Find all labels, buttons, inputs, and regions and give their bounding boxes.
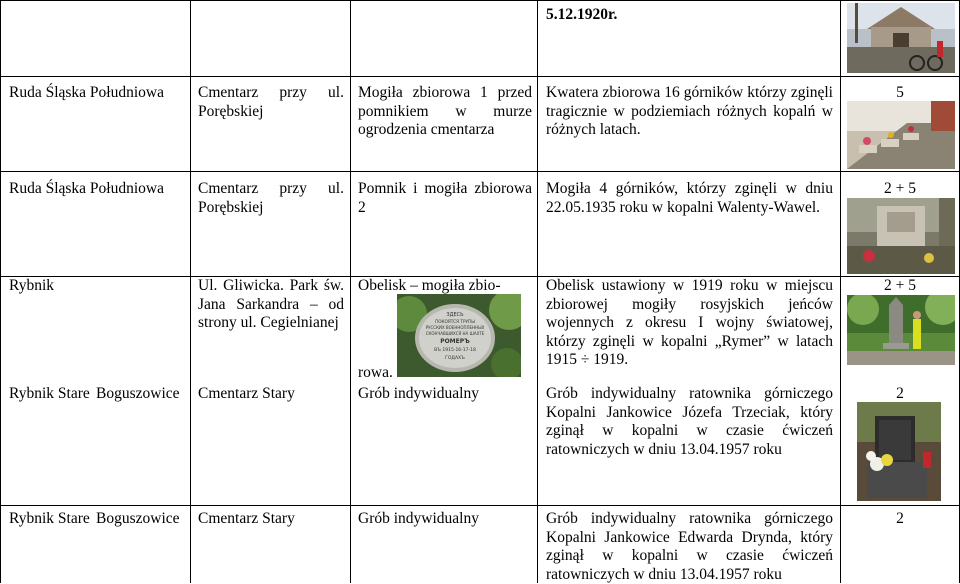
row3-town: Rybnik bbox=[9, 277, 55, 294]
plaque-line-5: РОМЕРЪ bbox=[440, 338, 470, 345]
row4-category: 2 bbox=[896, 385, 904, 402]
row3-description: Obelisk ustawiony w 1919 roku w miejscu zbiorowej mogiły rosyjskich jeńców wojennych z okresu I wojny światowej, którzy zginęli w kopalni „Rymer” w latach 1915 ÷ 1919. bbox=[546, 277, 833, 368]
plaque-line-7: ГОДАХЪ bbox=[445, 356, 465, 361]
row1-category: 5 bbox=[896, 84, 904, 101]
row2-town: Ruda Śląska Południowa bbox=[9, 180, 164, 197]
row4-object: Grób indywidualny bbox=[358, 385, 479, 402]
row5-location: Cmentarz Stary bbox=[198, 510, 295, 527]
row1-object: Mogiła zbiorowa 1 przed pomnikiem w murze ogrodzenia cmentarza bbox=[358, 84, 532, 138]
row-divider-2 bbox=[0, 171, 960, 172]
date-cell: 5.12.1920r. bbox=[546, 6, 618, 23]
row4-district: Boguszowice bbox=[96, 385, 180, 402]
plaque-line-4: СКОНЧАВШИХСЯ НА ШАХТЕ bbox=[425, 331, 485, 336]
row5-object: Grób indywidualny bbox=[358, 510, 479, 527]
obelisk-park-photo bbox=[847, 295, 955, 365]
row5-category: 2 bbox=[896, 510, 904, 527]
row3-object-bottom: rowa. bbox=[358, 364, 393, 381]
grave-photo bbox=[857, 402, 941, 501]
row1-town: Ruda Śląska Południowa bbox=[9, 84, 164, 101]
row3-location: Ul. Gliwicka. Park św. Jana Sarkandra – od strony ul. Cegielnianej bbox=[198, 277, 344, 331]
row5-town: Rybnik Stare bbox=[9, 510, 90, 527]
monument-photo bbox=[847, 198, 955, 274]
row5-description: Grób indywidualny ratownika górniczego Kopalni Jankowice Edwarda Drynda, który zginął w kopalni w czasie ćwiczeń ratowniczych w dniu 13.04.1957 roku bbox=[546, 510, 833, 583]
row1-location: Cmentarz przy ul. Porębskiej bbox=[198, 84, 344, 120]
graves-photo bbox=[847, 101, 955, 169]
plaque-line-1: ЗДЕСЬ bbox=[446, 312, 464, 318]
row5-district: Boguszowice bbox=[96, 510, 180, 527]
row1-description: Kwatera zbiorowa 16 górników którzy zginęli tragicznie w podziemiach różnych kopalń w różnych latach. bbox=[546, 84, 833, 138]
row-divider-1 bbox=[0, 76, 960, 77]
row3-category: 2 + 5 bbox=[884, 277, 916, 294]
row2-category: 2 + 5 bbox=[884, 180, 916, 197]
cemetery-photo bbox=[847, 3, 955, 73]
row2-description: Mogiła 4 górników, którzy zginęli w dniu 22.05.1935 roku w kopalni Walenty-Wawel. bbox=[546, 180, 833, 216]
plaque-line-3: РУССКИХ ВОЕННОПЛЕННЫХ bbox=[425, 325, 485, 330]
obelisk-photo bbox=[397, 294, 521, 377]
row3-object-top: Obelisk – mogiła zbio- bbox=[358, 277, 501, 294]
plaque-line-2: ПОКОЯТСЯ ТРУПЫ bbox=[435, 319, 475, 324]
table-border-col2 bbox=[350, 0, 351, 583]
row4-location: Cmentarz Stary bbox=[198, 385, 295, 402]
row4-town: Rybnik Stare bbox=[9, 385, 90, 402]
row4-description: Grób indywidualny ratownika górniczego Kopalni Jankowice Józefa Trzeciak, który zginął w kopalni w czasie ćwiczeń ratowniczych w dniu 13.04.1957 roku bbox=[546, 385, 833, 458]
row2-location: Cmentarz przy ul. Porębskiej bbox=[198, 180, 344, 216]
table-border-top bbox=[0, 0, 960, 1]
table-border-left bbox=[0, 0, 1, 583]
row2-object: Pomnik i mogiła zbiorowa 2 bbox=[358, 180, 532, 216]
table-border-col3 bbox=[537, 0, 538, 583]
plaque-line-6: ВЪ 1915-16-17-18 bbox=[434, 348, 476, 353]
row-divider-4 bbox=[0, 505, 960, 506]
table-border-col1 bbox=[190, 0, 191, 583]
